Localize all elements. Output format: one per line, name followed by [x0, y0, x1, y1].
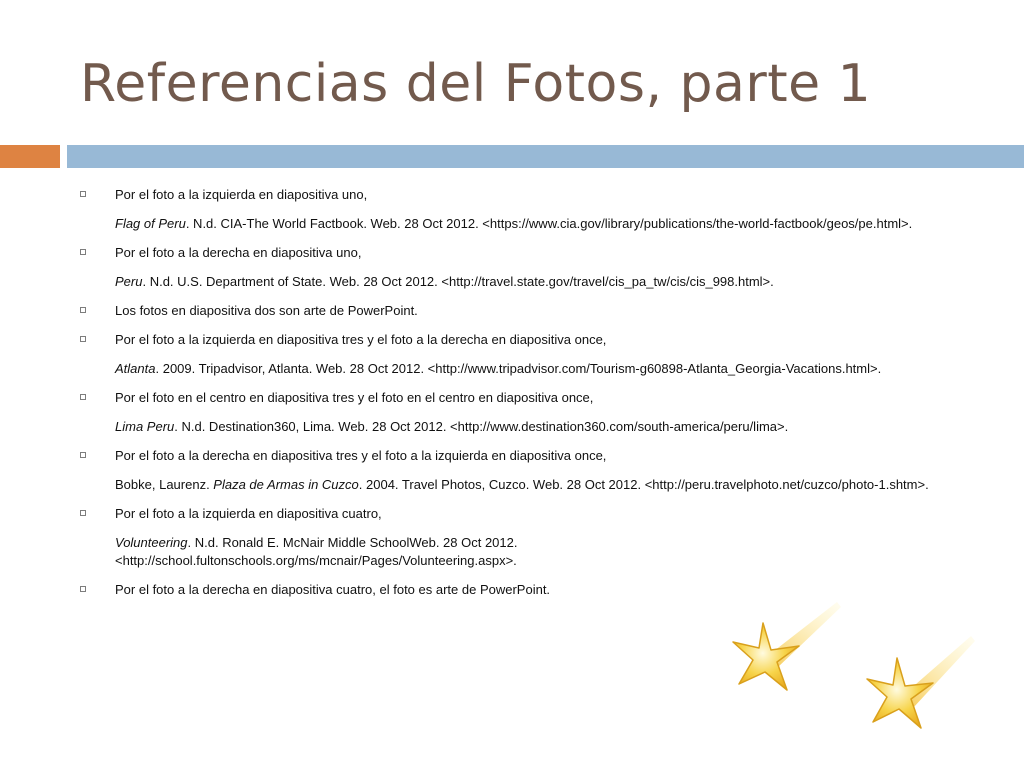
bullet-square-icon — [80, 586, 86, 592]
slide-title: Referencias del Fotos, parte 1 — [80, 54, 872, 114]
shooting-star-icon — [733, 602, 841, 690]
citation-title: Lima Peru — [115, 419, 175, 434]
bullet-square-icon — [80, 307, 86, 313]
citation-title: Volunteering — [115, 535, 188, 550]
bullet-square-icon — [80, 249, 86, 255]
citation: Volunteering. N.d. Ronald E. McNair Middle SchoolWeb. 28 Oct 2012. <http://school.fultonschools.org/ms/mcnair/Pages/Volunteering.aspx>. — [115, 535, 518, 568]
reference-item — [80, 244, 940, 262]
citation: Flag of Peru. N.d. CIA-The World Factbook. Web. 28 Oct 2012. <https://www.cia.gov/library/publications/the-world-factbook/geos/pe.html>. — [115, 216, 913, 231]
reference-item — [80, 447, 940, 465]
title-accent-bar — [0, 145, 60, 168]
bullet-square-icon — [80, 336, 86, 342]
citation-title: Atlanta — [115, 361, 156, 376]
reference-description: Por el foto a la izquierda en diapositiva uno, — [115, 187, 368, 202]
reference-description: Por el foto a la derecha en diapositiva cuatro, el foto es arte de PowerPoint. — [115, 582, 551, 597]
bullet-square-icon — [80, 510, 86, 516]
citation: Lima Peru. N.d. Destination360, Lima. Web. 28 Oct 2012. <http://www.destination360.com/south-america/peru/lima>. — [115, 419, 789, 434]
bullet-square-icon — [80, 394, 86, 400]
citation-title: Plaza de Armas in Cuzco — [213, 477, 359, 492]
citation: Atlanta. 2009. Tripadvisor, Atlanta. Web. 28 Oct 2012. <http://www.tripadvisor.com/Tourism-g60898-Atlanta_Georgia-Vacations.html>. — [115, 361, 882, 376]
reference-description: Los fotos en diapositiva dos son arte de PowerPoint. — [115, 303, 418, 318]
shooting-star-icon — [867, 636, 975, 728]
reference-item — [80, 581, 940, 599]
reference-description: Por el foto a la derecha en diapositiva tres y el foto a la izquierda en diapositiva once, — [115, 448, 607, 463]
reference-description: Por el foto en el centro en diapositiva tres y el foto en el centro en diapositiva once, — [115, 390, 594, 405]
bullet-square-icon — [80, 452, 86, 458]
citation-title: Flag of Peru — [115, 216, 186, 231]
citation-title: Peru — [115, 274, 143, 289]
reference-item — [80, 389, 940, 407]
citation: Peru. N.d. U.S. Department of State. Web. 28 Oct 2012. <http://travel.state.gov/travel/cis_pa_tw/cis/cis_998.html>. — [115, 274, 774, 289]
citation: Bobke, Laurenz. Plaza de Armas in Cuzco. 2004. Travel Photos, Cuzco. Web. 28 Oct 2012. <http://peru.travelphoto.net/cuzco/photo-1.shtm>. — [115, 477, 929, 492]
references-list — [80, 186, 940, 599]
title-divider-bar — [67, 145, 1024, 168]
reference-item — [80, 302, 940, 320]
reference-item — [80, 505, 940, 523]
reference-description: Por el foto a la izquierda en diapositiva cuatro, — [115, 506, 382, 521]
bullet-square-icon — [80, 191, 86, 197]
reference-description: Por el foto a la derecha en diapositiva uno, — [115, 245, 362, 260]
reference-item — [80, 331, 940, 349]
reference-item — [80, 186, 940, 204]
shooting-stars-decoration — [725, 598, 985, 738]
reference-description: Por el foto a la izquierda en diapositiva tres y el foto a la derecha en diapositiva once, — [115, 332, 607, 347]
